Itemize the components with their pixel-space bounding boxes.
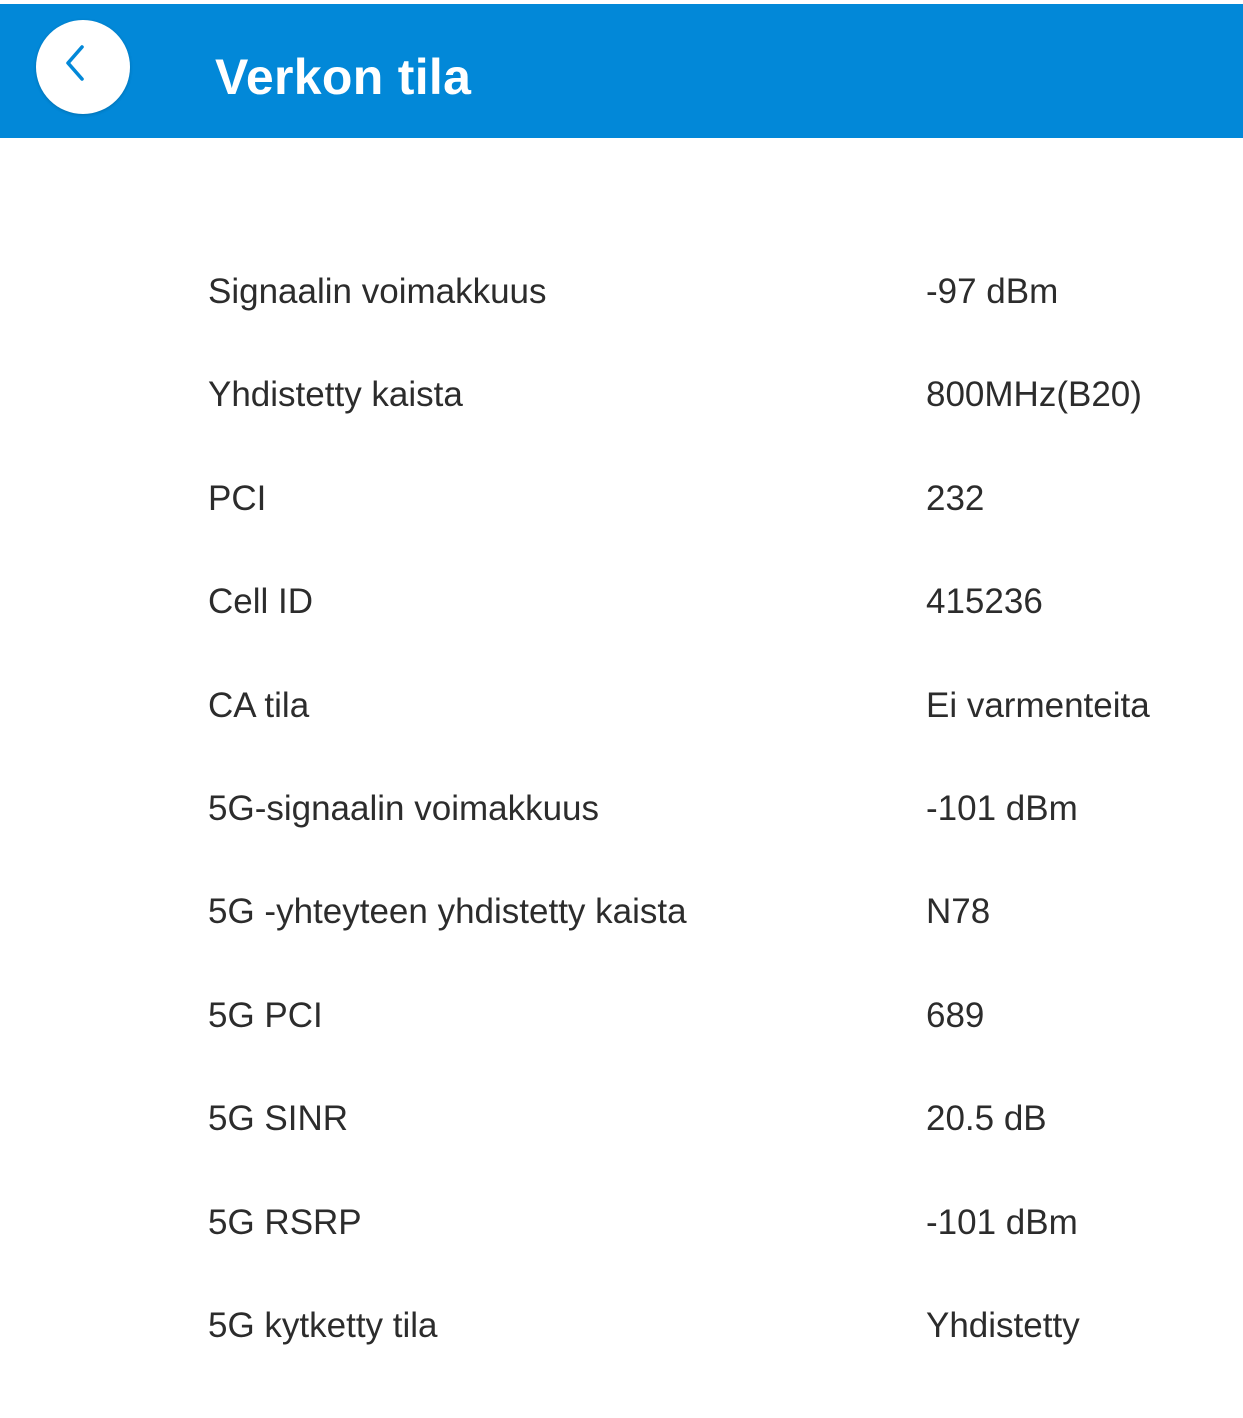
chevron-left-icon: [70, 47, 96, 88]
row-value: 232: [926, 478, 985, 518]
page-title: Verkon tila: [215, 49, 472, 105]
row-value: 689: [926, 995, 985, 1035]
row-label: 5G SINR: [208, 1099, 349, 1139]
row-value: Ei varmenteita: [926, 685, 1150, 725]
row-5g-connection-status: [0, 1274, 1243, 1377]
row-label: Signaalin voimakkuus: [208, 272, 547, 311]
row-cell-id: [0, 550, 1243, 653]
row-label: 5G -yhteyteen yhdistetty kaista: [208, 892, 687, 932]
row-5g-sinr: [0, 1067, 1243, 1170]
app-header: [0, 4, 1243, 138]
row-ca-status: [0, 654, 1243, 757]
row-value: 800MHz(B20): [926, 375, 1142, 415]
row-signal-strength: [0, 240, 1243, 343]
row-label: PCI: [208, 478, 267, 518]
row-5g-signal-strength: [0, 757, 1243, 860]
row-label: Cell ID: [208, 582, 314, 622]
row-label: 5G-signaalin voimakkuus: [208, 788, 600, 828]
row-label: 5G RSRP: [208, 1202, 362, 1242]
row-5g-rsrp: [0, 1171, 1243, 1274]
row-connected-band: [0, 343, 1243, 446]
row-value: 415236: [926, 582, 1043, 622]
row-label: 5G PCI: [208, 995, 323, 1035]
row-value: Yhdistetty: [926, 1305, 1080, 1345]
row-5g-pci: [0, 964, 1243, 1067]
row-value: -97 dBm: [926, 272, 1059, 311]
network-status-list: [0, 240, 1243, 1377]
row-value: 20.5 dB: [926, 1099, 1047, 1139]
row-label: Yhdistetty kaista: [208, 375, 463, 415]
row-5g-connected-band: [0, 860, 1243, 963]
row-value: -101 dBm: [926, 788, 1078, 828]
row-label: CA tila: [208, 685, 310, 725]
row-value: N78: [926, 892, 991, 932]
row-pci: [0, 447, 1243, 550]
back-button[interactable]: [36, 20, 130, 114]
row-value: -101 dBm: [926, 1202, 1078, 1242]
row-label: 5G kytketty tila: [208, 1305, 438, 1345]
